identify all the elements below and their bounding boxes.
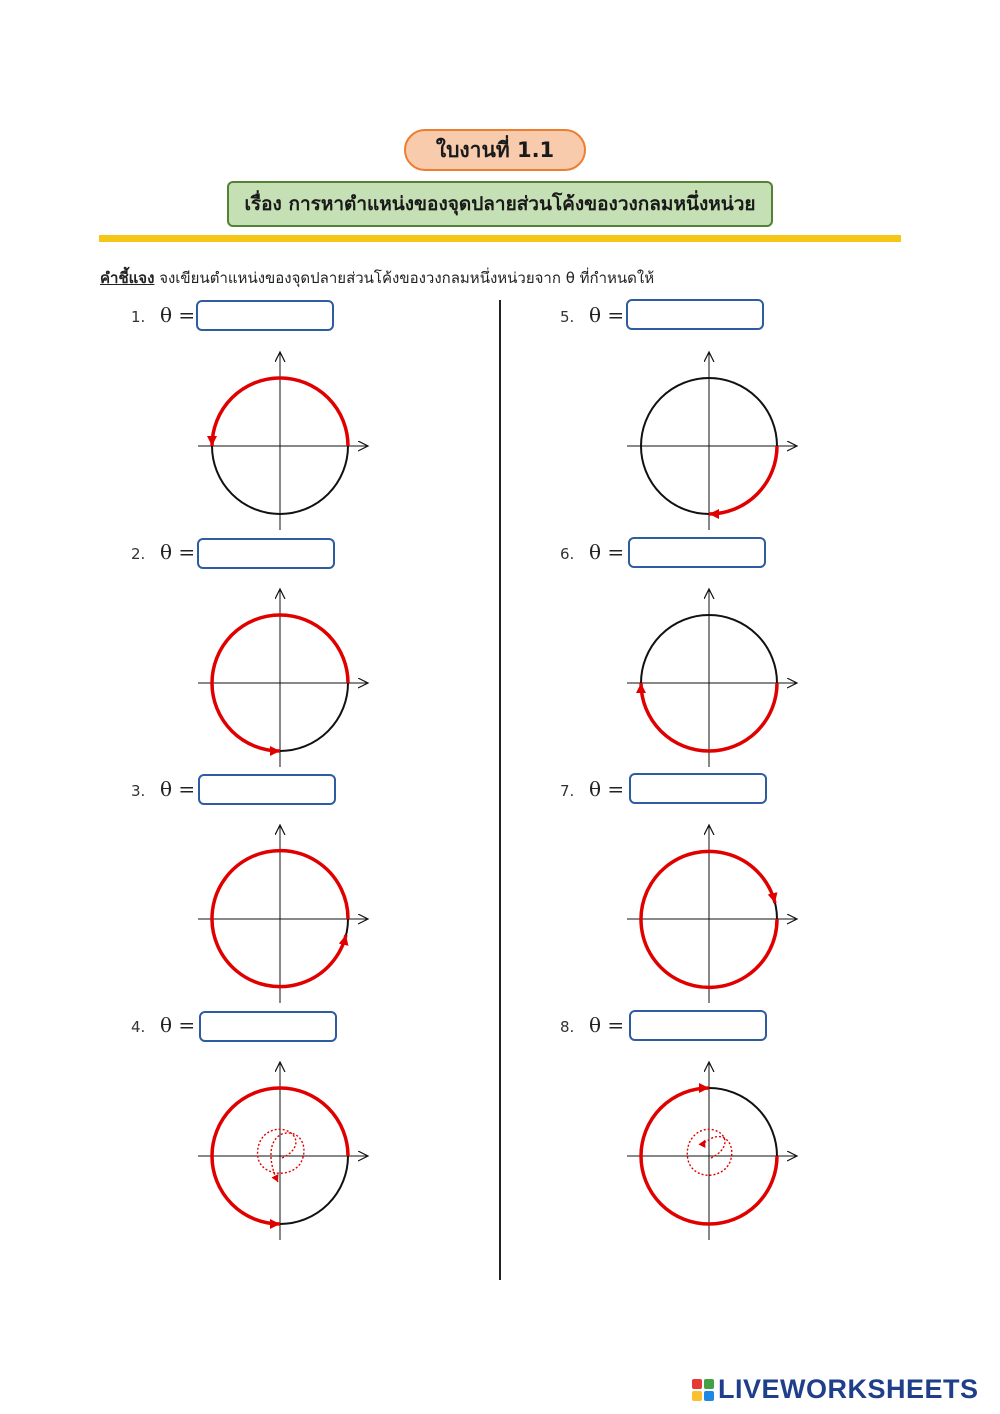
theta-label-1: θ =	[160, 303, 196, 327]
liveworksheets-logo	[692, 1374, 979, 1405]
question-number-1: 1.	[131, 308, 146, 326]
liveworksheets-grid-icon	[692, 1379, 714, 1401]
figure-4	[198, 1062, 368, 1240]
theta-label-6: θ =	[589, 540, 625, 564]
question-number-3: 3.	[131, 782, 146, 800]
theta-label-7: θ =	[589, 777, 625, 801]
figure-2	[198, 589, 368, 767]
logo-text: LIVEWORKSHEETS	[718, 1374, 979, 1404]
theta-label-8: θ =	[589, 1013, 625, 1037]
logo-tile-v	[692, 1391, 702, 1401]
question-number-7: 7.	[560, 782, 575, 800]
logo-tile-i	[704, 1379, 714, 1389]
figure-3	[198, 825, 368, 1003]
question-number-8: 8.	[560, 1018, 575, 1036]
question-number-6: 6.	[560, 545, 575, 563]
instructions-label: คำชี้แจง	[100, 269, 155, 287]
theta-label-2: θ =	[160, 540, 196, 564]
logo-tile-l	[692, 1379, 702, 1389]
question-number-2: 2.	[131, 545, 146, 563]
figure-8	[627, 1062, 797, 1240]
theta-label-5: θ =	[589, 303, 625, 327]
question-number-4: 4.	[131, 1018, 146, 1036]
figure-5	[627, 352, 797, 530]
figure-6	[627, 589, 797, 767]
worksheet-title: ใบงานที่ 1.1	[404, 129, 586, 171]
logo-tile-e	[704, 1391, 714, 1401]
question-number-5: 5.	[560, 308, 575, 326]
figure-7	[627, 825, 797, 1003]
theta-label-4: θ =	[160, 1013, 196, 1037]
instructions-text: จงเขียนตำแหน่งของจุดปลายส่วนโค้งของวงกลมหนึ่งหน่วยจาก θ ที่กำหนดให้	[154, 269, 655, 287]
figure-1	[198, 352, 368, 530]
worksheet-subject: เรื่อง การหาตำแหน่งของจุดปลายส่วนโค้งของวงกลมหนึ่งหน่วย	[227, 181, 773, 227]
theta-label-3: θ =	[160, 777, 196, 801]
